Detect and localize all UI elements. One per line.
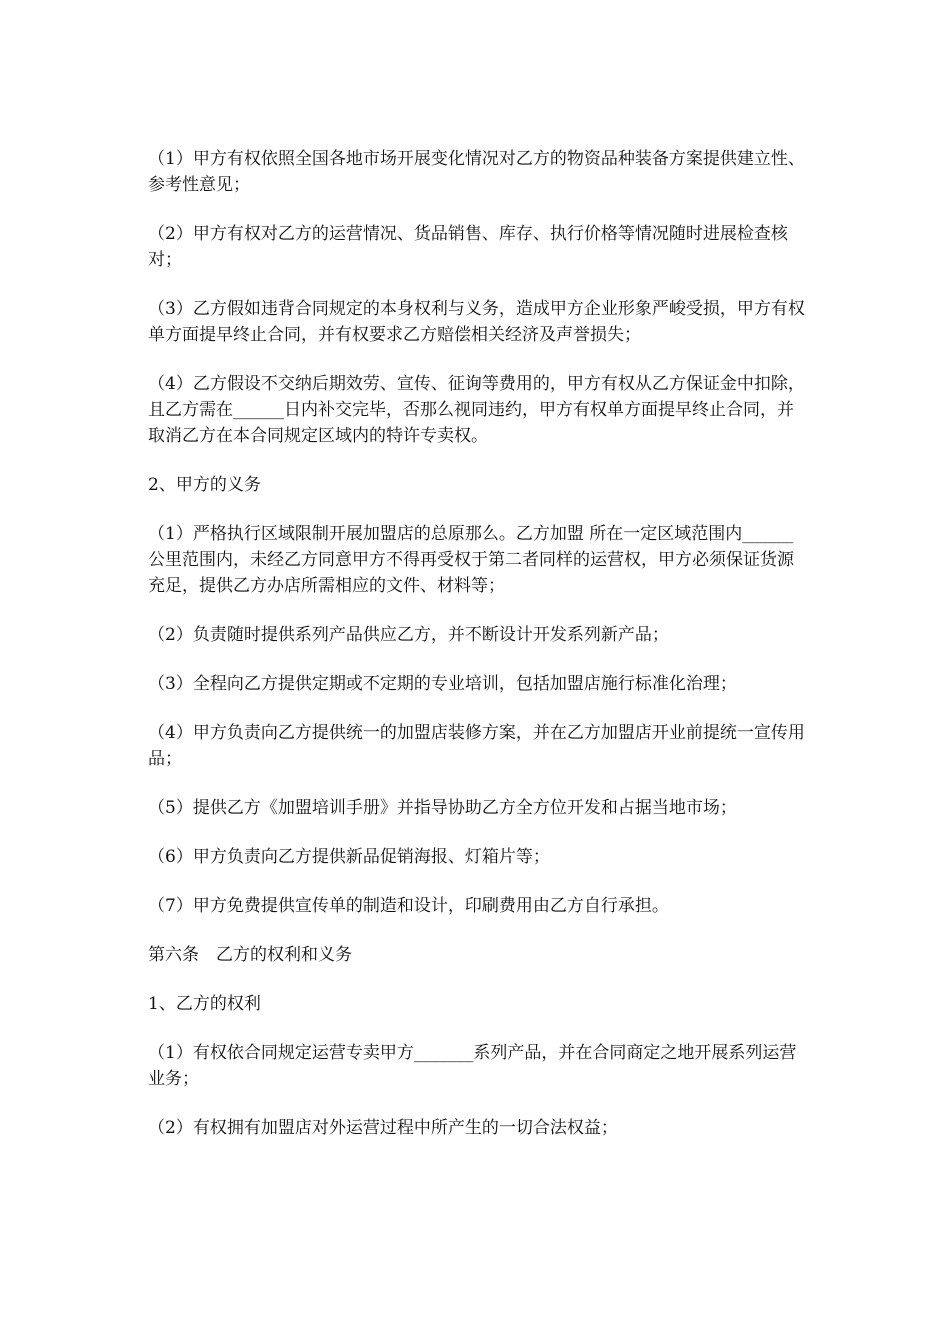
paragraph-party-a-obligation-5: （5）提供乙方《加盟培训手册》并指导协助乙方全方位开发和占据当地市场； [148,798,737,818]
paragraph-party-b-right-1: （1）有权依合同规定运营专卖甲方_______系列产品，并在合同商定之地开展系列运营业务； [148,1043,797,1089]
section-heading-party-b-rights: 1、乙方的权利 [148,994,261,1014]
section-heading-party-a-obligations: 2、甲方的义务 [148,475,261,495]
paragraph-party-b-right-2: （2）有权拥有加盟店对外运营过程中所产生的一切合法权益； [148,1118,618,1138]
paragraph-party-a-obligation-6: （6）甲方负责向乙方提供新品促销海报、灯箱片等； [148,847,550,867]
paragraph-party-a-right-2: （2）甲方有权对乙方的运营情况、货品销售、库存、执行价格等情况随时进展检查核对； [148,224,788,270]
document-page [148,146,808,1164]
paragraph-party-a-obligation-1: （1）严格执行区域限制开展加盟店的总原那么。乙方加盟 所在一定区域范围内______公里范围内，未经乙方同意甲方不得再受权于第二者同样的运营权，甲方必须保证货源充足，提供乙方办店所需相应的文件、材料等； [148,524,794,596]
paragraph-party-a-obligation-2: （2）负责随时提供系列产品供应乙方，并不断设计开发系列新产品； [148,625,669,645]
paragraph-party-a-right-4: （4）乙方假设不交纳后期效劳、宣传、征询等费用的，甲方有权从乙方保证金中扣除，且乙方需在______日内补交完毕，否那么视同违约，甲方有权单方面提早终止合同，并取消乙方在本合同规定区域内的特许专卖权。 [148,374,805,446]
paragraph-party-a-right-1: （1）甲方有权依照全国各地市场开展变化情况对乙方的物资品种装备方案提供建立性、参考性意见； [148,149,805,195]
paragraph-party-a-obligation-7: （7）甲方免费提供宣传单的制造和设计，印刷费用由乙方自行承担。 [148,896,669,916]
paragraph-party-a-obligation-4: （4）甲方负责向乙方提供统一的加盟店装修方案，并在乙方加盟店开业前提统一宣传用品； [148,723,805,769]
paragraph-party-a-right-3: （3）乙方假如违背合同规定的本身权利与义务，造成甲方企业形象严峻受损，甲方有权单方面提早终止合同，并有权要求乙方赔偿相关经济及声誉损失； [148,299,805,345]
article-heading-six: 第六条 乙方的权利和义务 [148,945,352,965]
paragraph-party-a-obligation-3: （3）全程向乙方提供定期或不定期的专业培训，包括加盟店施行标准化治理； [148,674,737,694]
